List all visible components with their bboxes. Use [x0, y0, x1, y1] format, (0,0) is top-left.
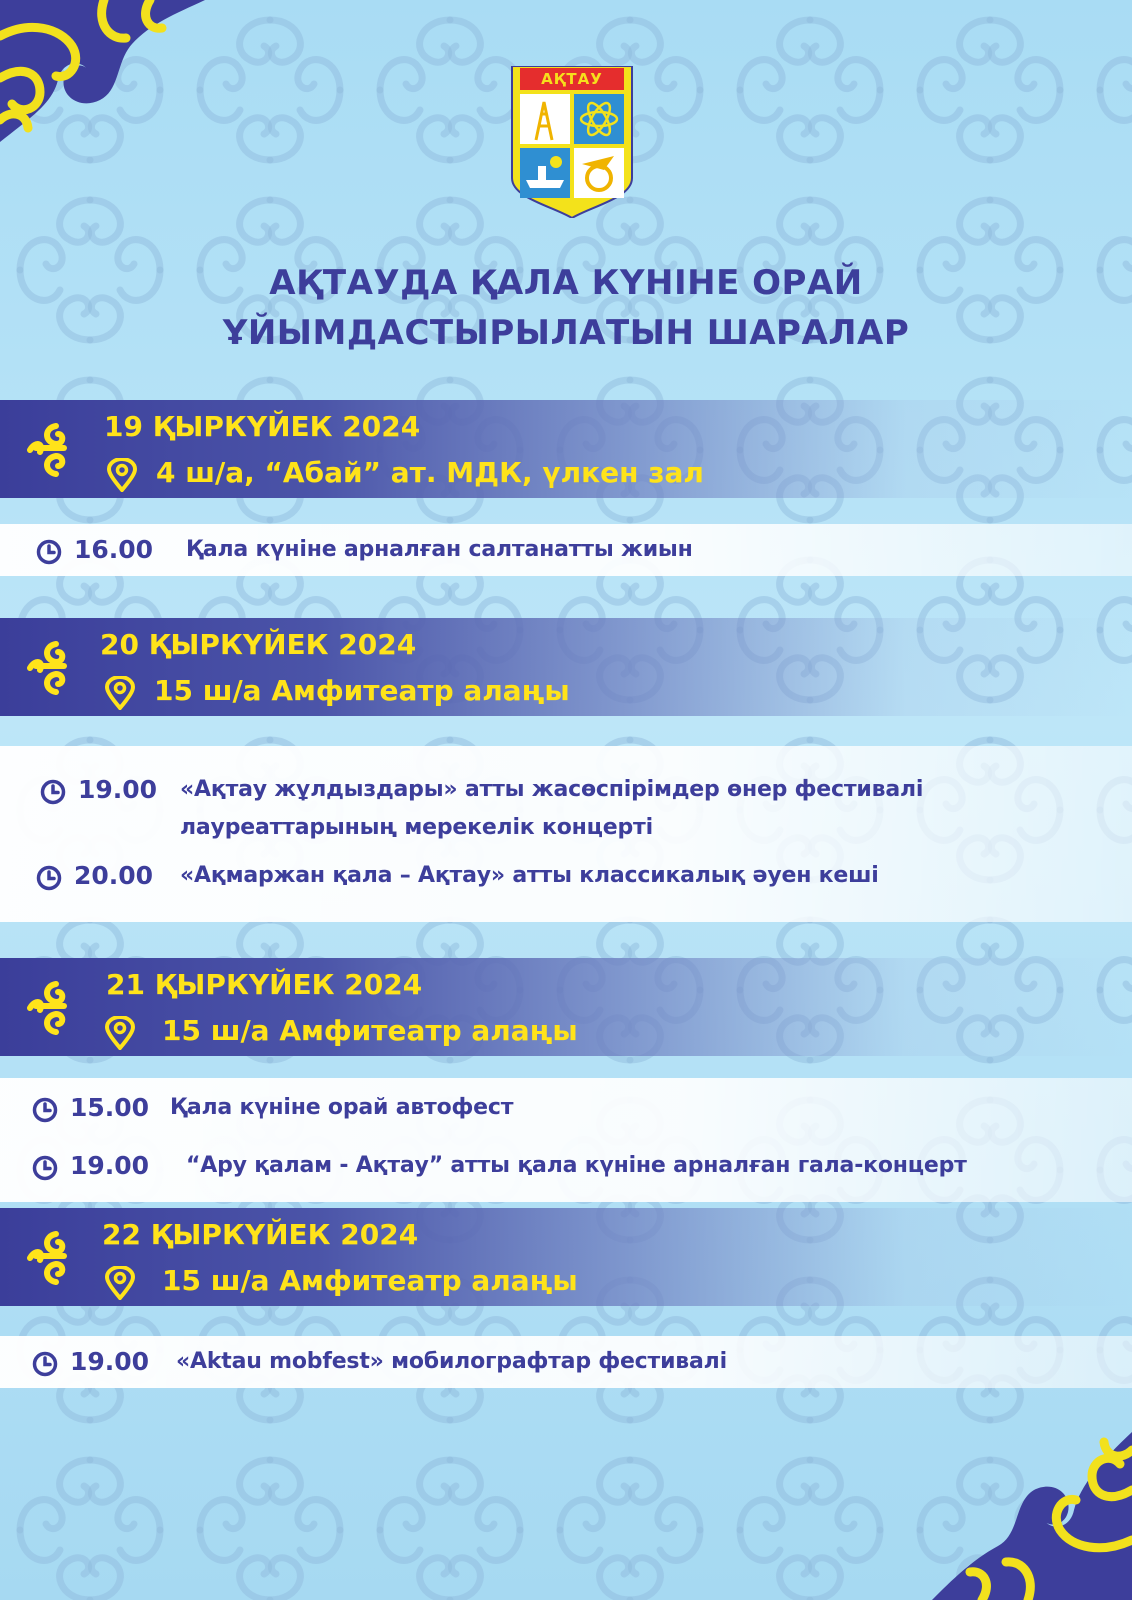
events-list-20-sept	[0, 746, 1132, 922]
day-date: 20 ҚЫРКҮЙЕК 2024	[100, 628, 417, 661]
emblem-city-name: АҚТАУ	[541, 70, 603, 88]
day-header-22-sept	[0, 1208, 1132, 1306]
events-list-22-sept	[0, 1336, 1132, 1388]
event-title: “Ару қалам - Ақтау” атты қала күніне арналған гала-концерт	[186, 1153, 967, 1178]
event-title: «Aktau mobfest» мобилографтар фестивалі	[176, 1349, 727, 1374]
event-row	[0, 1342, 1132, 1382]
clock-icon	[32, 1155, 58, 1181]
day-header-21-sept	[0, 958, 1132, 1056]
page-title	[0, 258, 1132, 358]
events-list-21-sept	[0, 1078, 1132, 1202]
event-title: «Ақмаржан қала – Ақтау» атты классикалық әуен кеші	[180, 863, 879, 888]
ornament-icon	[26, 640, 72, 696]
event-row-continuation	[0, 808, 1132, 848]
day-date: 22 ҚЫРКҮЙЕК 2024	[102, 1218, 419, 1251]
event-title: «Ақтау жұлдыздары» атты жасөспірімдер өнер фестивалі	[180, 777, 924, 802]
day-date: 21 ҚЫРКҮЙЕК 2024	[106, 968, 423, 1001]
event-time: 16.00	[74, 535, 154, 564]
page-title-line-2: ҰЙЫМДАСТЫРЫЛАТЫН ШАРАЛАР	[222, 313, 910, 353]
event-title: лауреаттарының мерекелік концерті	[180, 815, 653, 840]
location-pin-icon	[104, 1016, 136, 1050]
day-location: 4 ш/а, “Абай” ат. МДК, үлкен зал	[156, 456, 704, 489]
clock-icon	[32, 1351, 58, 1377]
event-time: 20.00	[74, 861, 154, 890]
event-time: 19.00	[78, 775, 158, 804]
event-time: 15.00	[70, 1093, 150, 1122]
event-row	[0, 1146, 1132, 1186]
day-header-20-sept	[0, 618, 1132, 716]
day-location: 15 ш/а Амфитеатр алаңы	[162, 1264, 578, 1297]
location-pin-icon	[104, 1266, 136, 1300]
clock-icon	[40, 779, 66, 805]
corner-ornament-top-left-icon	[0, 0, 230, 210]
event-row	[0, 770, 1132, 810]
day-date: 19 ҚЫРКҮЙЕК 2024	[104, 410, 421, 443]
coat-of-arms-icon	[508, 66, 636, 218]
location-pin-icon	[106, 458, 138, 492]
event-row	[0, 1088, 1132, 1128]
event-row	[0, 856, 1132, 896]
ornament-icon	[26, 1230, 72, 1286]
day-location: 15 ш/а Амфитеатр алаңы	[154, 674, 570, 707]
clock-icon	[36, 539, 62, 565]
city-emblem	[508, 66, 636, 218]
event-time: 19.00	[70, 1347, 150, 1376]
event-time: 19.00	[70, 1151, 150, 1180]
event-title: Қала күніне орай автофест	[170, 1095, 514, 1120]
ornament-icon	[26, 980, 72, 1036]
day-location: 15 ш/а Амфитеатр алаңы	[162, 1014, 578, 1047]
page-title-line-1: АҚТАУДА ҚАЛА КҮНІНЕ ОРАЙ	[269, 263, 863, 303]
events-list-19-sept	[0, 524, 1132, 576]
event-row	[0, 530, 1132, 570]
event-title: Қала күніне арналған салтанатты жиын	[186, 537, 693, 562]
ornament-icon	[26, 422, 72, 478]
location-pin-icon	[104, 676, 136, 710]
clock-icon	[32, 1097, 58, 1123]
clock-icon	[36, 865, 62, 891]
day-header-19-sept	[0, 400, 1132, 498]
